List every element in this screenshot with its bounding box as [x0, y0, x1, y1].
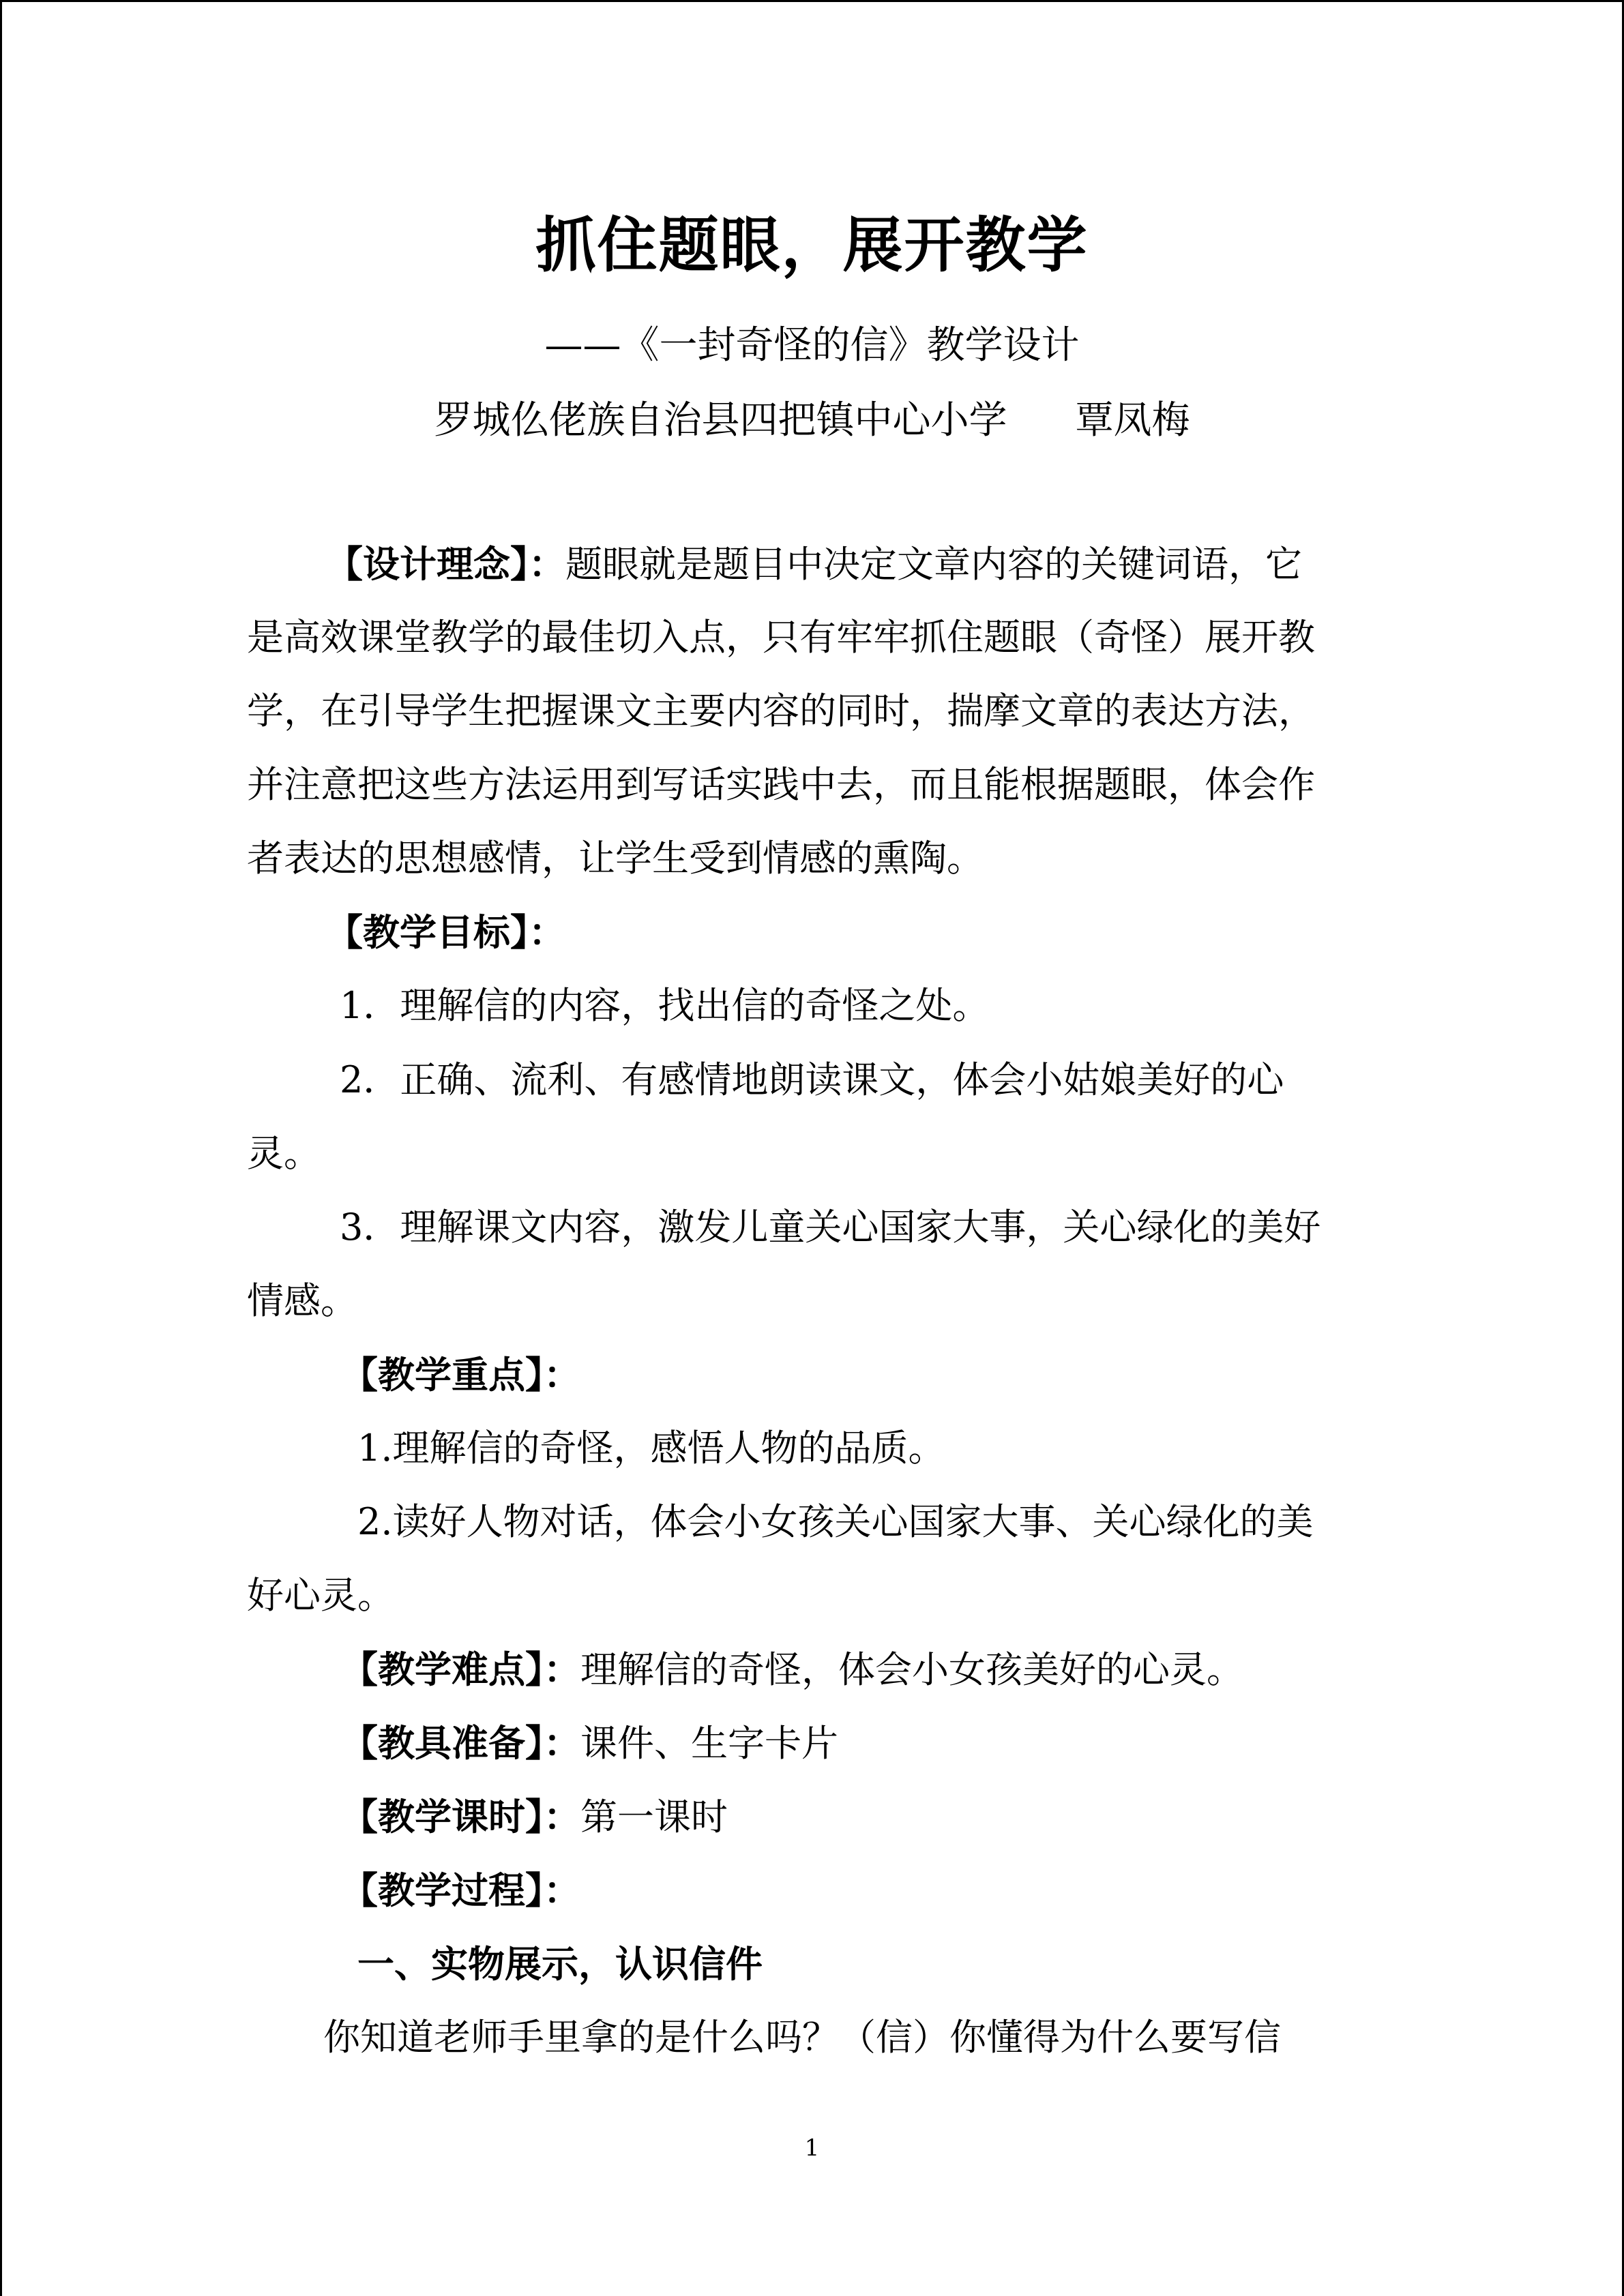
objective-item: 3．理解课文内容，激发儿童关心国家大事，关心绿化的美好	[340, 1206, 1321, 1249]
design-concept-line: 并注意把这些方法运用到写话实践中去，而且能根据题眼，体会作	[247, 763, 1315, 806]
objective-item: 1．理解信的内容，找出信的奇怪之处。	[340, 984, 990, 1027]
document-title: 抓住题眼，展开教学	[535, 209, 1089, 280]
key-point-item-continuation: 好心灵。	[247, 1574, 394, 1617]
design-concept-first-line	[326, 542, 1302, 587]
author-name: 覃凤梅	[1075, 398, 1190, 443]
design-concept-line: 学，在引导学生把握课文主要内容的同时，揣摩文章的表达方法，	[247, 689, 1315, 732]
author-line	[0, 390, 1624, 445]
design-concept-label: 【设计理念】：	[326, 542, 565, 586]
period-line	[341, 1795, 728, 1840]
period-text: 第一课时	[580, 1795, 728, 1838]
key-point-item: 2.读好人物对话，体会小女孩关心国家大事、关心绿化的美	[357, 1500, 1314, 1543]
tools-text: 课件、生字卡片	[580, 1722, 838, 1765]
body-text-line: 你知道老师手里拿的是什么吗？（信）你懂得为什么要写信	[323, 2016, 1281, 2059]
design-concept-line: 题眼就是题目中决定文章内容的关键词语，它	[565, 543, 1302, 586]
objective-item-continuation: 灵。	[247, 1132, 321, 1175]
document-subtitle: ——《一封奇怪的信》教学设计	[544, 323, 1080, 368]
section-one-heading: 一、实物展示，认识信件	[357, 1942, 763, 1986]
objective-item: 2．正确、流利、有感情地朗读课文，体会小姑娘美好的心	[340, 1058, 1284, 1101]
design-concept-line: 者表达的思想感情，让学生受到情感的熏陶。	[247, 837, 984, 880]
tools-line	[341, 1721, 838, 1766]
process-heading: 【教学过程】：	[341, 1868, 580, 1912]
objective-item-continuation: 情感。	[247, 1279, 357, 1322]
author-school: 罗城仫佬族自治县四把镇中心小学	[434, 398, 1007, 443]
key-points-heading: 【教学重点】：	[341, 1353, 580, 1397]
design-concept-line: 是高效课堂教学的最佳切入点，只有牢牢抓住题眼（奇怪）展开教	[247, 616, 1315, 659]
page-border-top	[0, 0, 1624, 2]
period-label: 【教学课时】：	[341, 1795, 580, 1838]
difficulty-text: 理解信的奇怪，体会小女孩美好的心灵。	[580, 1648, 1243, 1691]
tools-label: 【教具准备】：	[341, 1721, 580, 1765]
difficulty-line	[341, 1648, 1243, 1693]
objectives-heading: 【教学目标】：	[326, 910, 565, 954]
difficulty-label: 【教学难点】：	[341, 1648, 580, 1691]
key-point-item: 1.理解信的奇怪，感悟人物的品质。	[357, 1427, 945, 1470]
page-number: 1	[804, 2134, 820, 2162]
